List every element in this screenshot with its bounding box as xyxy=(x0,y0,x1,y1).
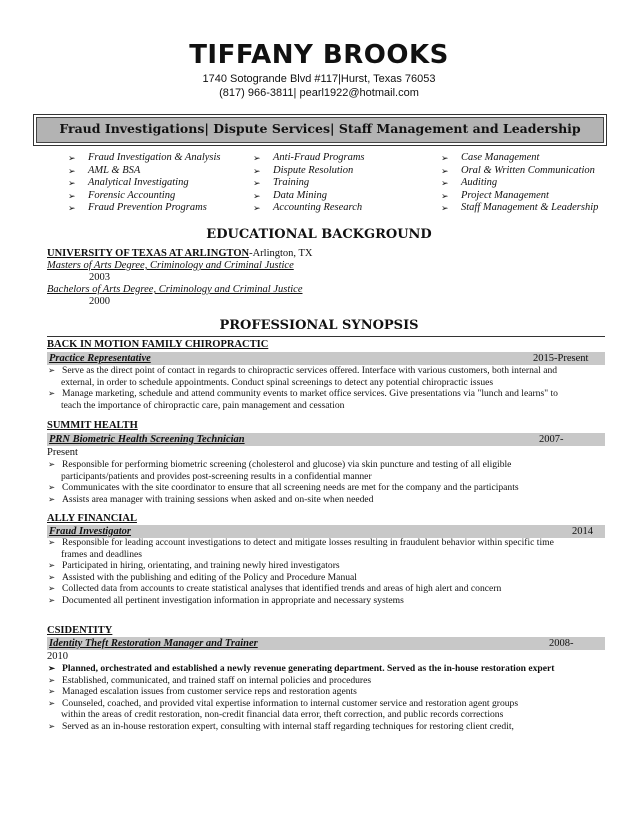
skill-item: ➢ Project Management xyxy=(441,190,598,203)
skill-item: ➢ Fraud Prevention Programs xyxy=(68,202,221,215)
bullet-item: ➢ Documented all pertinent investigation information in appropriate and necessary systems xyxy=(47,595,595,607)
job-bullets xyxy=(47,663,595,733)
job-bullets xyxy=(47,459,595,505)
bullet-item: ➢ Planned, orchestrated and established a newly revenue generating department. Served as the in-house restoration expert xyxy=(47,663,595,675)
degree-masters-text: Masters of Arts Degree, Criminology and Criminal Justice xyxy=(47,260,294,271)
resume-name: TIFFANY BROOKS xyxy=(189,40,449,70)
divider xyxy=(47,336,605,337)
skill-item: ➢ Accounting Research xyxy=(253,202,365,215)
job-dates: 2008- xyxy=(549,638,574,649)
company-name: SUMMIT HEALTH xyxy=(47,420,138,431)
bullet-item: ➢ Participated in hiring, orientating, and training newly hired investigators xyxy=(47,560,595,572)
skills-column-1 xyxy=(68,152,221,215)
job-dates: 2015-Present xyxy=(533,353,589,364)
degree-bachelors-year xyxy=(47,296,110,308)
job-dates: 2007- xyxy=(539,434,564,445)
year-text: 2000 xyxy=(89,296,110,307)
skill-item: ➢ Data Mining xyxy=(253,190,365,203)
skill-item: ➢ Dispute Resolution xyxy=(253,165,365,178)
job-role: PRN Biometric Health Screening Technician xyxy=(49,434,245,445)
degree-masters xyxy=(47,260,294,272)
degree-masters-year xyxy=(47,272,110,284)
company-name: ALLY FINANCIAL xyxy=(47,513,137,524)
bullet-item: ➢ Counseled, coached, and provided vital expertise information to internal customer service and restoration agent groups xyxy=(47,698,595,710)
bullet-item: ➢ Collected data from accounts to create statistical analyses that identified trends and areas of high alert and concern xyxy=(47,583,595,595)
bullet-continuation: frames and deadlines xyxy=(61,548,142,560)
education-university-line xyxy=(47,248,312,260)
skill-item: ➢ Training xyxy=(253,177,365,190)
skill-item: ➢ Oral & Written Communication xyxy=(441,165,598,178)
skill-item: ➢ Auditing xyxy=(441,177,598,190)
company-name: CSIDENTITY xyxy=(47,625,113,636)
bullet-item: ➢ Communicates with the site coordinator to ensure that all screening needs are met for the company and the participants xyxy=(47,482,595,494)
bullet-continuation: participants/patients and provides post-screening results in a confidential manner xyxy=(61,470,372,482)
synopsis-title: PROFESSIONAL SYNOPSIS xyxy=(219,318,419,333)
skill-item: ➢ Fraud Investigation & Analysis xyxy=(68,152,221,165)
skill-item: ➢ Forensic Accounting xyxy=(68,190,221,203)
bullet-item: ➢ Responsible for leading account investigations to detect and mitigate losses resulting in fraudulent behavior within specific time xyxy=(47,537,595,549)
degree-bachelors-text: Bachelors of Arts Degree, Criminology and Criminal Justice xyxy=(47,284,303,295)
job-role: Identity Theft Restoration Manager and Trainer xyxy=(49,638,258,649)
year-text: 2003 xyxy=(89,272,110,283)
bullet-continuation: within the areas of credit restoration, non-credit financial data error, theft correction, and public records corrections xyxy=(61,709,504,721)
job-dates: 2014 xyxy=(572,526,593,537)
bullet-item: ➢ Established, communicated, and trained staff on internal policies and procedures xyxy=(47,675,595,687)
job-role: Fraud Investigator xyxy=(49,526,131,537)
skill-item: ➢ Case Management xyxy=(441,152,598,165)
job-bullets xyxy=(47,537,595,607)
job-bullets xyxy=(47,365,595,411)
bullet-item: ➢ Manage marketing, schedule and attend community events to market office services. Give presentations via "lunch and learns" to xyxy=(47,388,595,400)
skill-item: ➢ Analytical Investigating xyxy=(68,177,221,190)
job-role: Practice Representative xyxy=(49,353,151,364)
skills-banner xyxy=(33,114,607,146)
company-name: BACK IN MOTION FAMILY CHIROPRACTIC xyxy=(47,339,269,350)
bullet-continuation: teach the importance of chiropractic care, pain management and cessation xyxy=(61,399,345,411)
bullet-continuation: external, in order to schedule appointments. Conduct spinal screenings to detect any potential chiropractic issues xyxy=(61,376,494,388)
contact-address: 1740 Sotogrande Blvd #117|Hurst, Texas 76053 xyxy=(202,73,436,85)
banner-text: Fraud Investigations| Dispute Services| Staff Management and Leadership xyxy=(36,117,604,143)
job-dates-continued: 2010 xyxy=(47,651,68,662)
bullet-item: ➢ Managed escalation issues from customer service reps and restoration agents xyxy=(47,686,595,698)
university-location: -Arlington, TX xyxy=(249,248,313,259)
skills-column-3 xyxy=(441,152,598,215)
university-name: UNIVERSITY OF TEXAS AT ARLINGTON xyxy=(47,248,250,259)
bullet-item: ➢ Serve as the direct point of contact in regards to chiropractic services offered. Interface with various customers, both internal and xyxy=(47,365,595,377)
skills-column-2 xyxy=(253,152,365,215)
degree-bachelors xyxy=(47,284,302,296)
skill-item: ➢ AML & BSA xyxy=(68,165,221,178)
bullet-item: ➢ Assisted with the publishing and editing of the Policy and Procedure Manual xyxy=(47,572,595,584)
skill-item: ➢ Staff Management & Leadership xyxy=(441,202,598,215)
skill-item: ➢ Anti-Fraud Programs xyxy=(253,152,365,165)
job-dates-continued: Present xyxy=(47,447,78,458)
bullet-item: ➢ Responsible for performing biometric screening (cholesterol and glucose) via skin puncture and testing of all eligible xyxy=(47,459,595,471)
bullet-item: ➢ Assists area manager with training sessions when asked and on-site when needed xyxy=(47,494,595,506)
contact-phone-email: (817) 966-3811| pearl1922@hotmail.com xyxy=(219,87,419,99)
bullet-item: ➢ Served as an in-house restoration expert, consulting with internal staff regarding techniques for restoring client credit, xyxy=(47,721,595,733)
education-title: EDUCATIONAL BACKGROUND xyxy=(206,227,432,242)
